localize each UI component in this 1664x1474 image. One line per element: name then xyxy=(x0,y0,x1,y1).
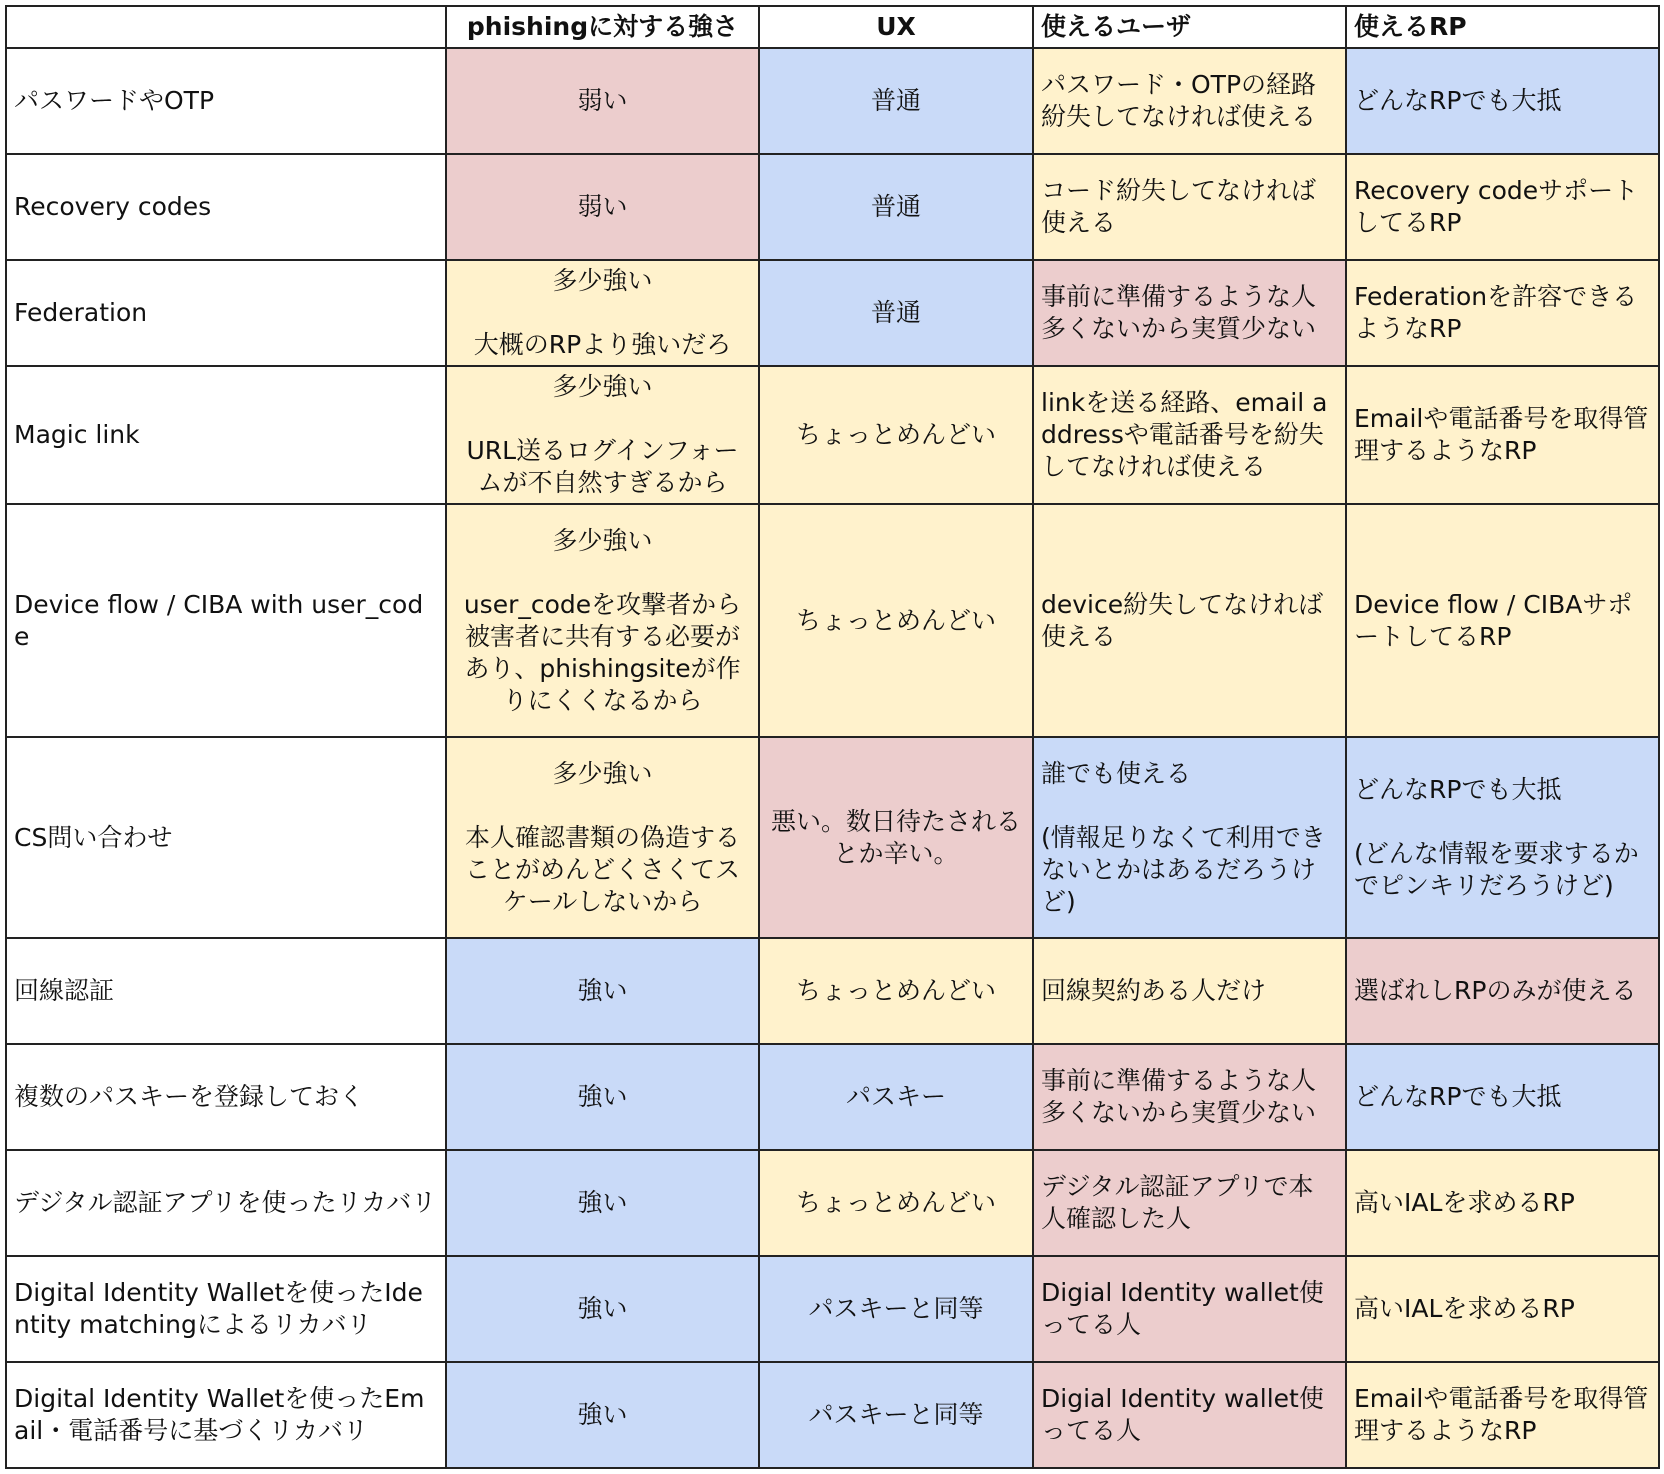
cell-method: Device flow / CIBA with user_code xyxy=(6,504,446,737)
cell-phishing-resistance: 多少強い 大概のRPより強いだろ xyxy=(446,260,759,366)
cell-method: Recovery codes xyxy=(6,154,446,260)
cell-usable-users: コード紛失してなければ使える xyxy=(1033,154,1346,260)
table-row xyxy=(6,1256,1659,1362)
table-row xyxy=(6,504,1659,737)
cell-phishing-resistance: 多少強い 本人確認書類の偽造することがめんどくさくてスケールしないから xyxy=(446,737,759,938)
header-row xyxy=(6,6,1659,48)
cell-ux: ちょっとめんどい xyxy=(759,504,1033,737)
table-row xyxy=(6,1362,1659,1468)
cell-phishing-resistance: 強い xyxy=(446,1044,759,1150)
cell-method: 回線認証 xyxy=(6,938,446,1044)
cell-phishing-resistance: 弱い xyxy=(446,154,759,260)
cell-usable-rp: Federationを許容できるようなRP xyxy=(1346,260,1659,366)
cell-usable-rp: 選ばれしRPのみが使える xyxy=(1346,938,1659,1044)
cell-ux: パスキーと同等 xyxy=(759,1362,1033,1468)
cell-usable-users: linkを送る経路、email addressや電話番号を紛失してなければ使える xyxy=(1033,366,1346,504)
cell-ux: 悪い。数日待たされるとか辛い。 xyxy=(759,737,1033,938)
comparison-table xyxy=(5,5,1660,1469)
cell-phishing-resistance: 強い xyxy=(446,1362,759,1468)
cell-method: Digital Identity Walletを使ったEmail・電話番号に基づくリカバリ xyxy=(6,1362,446,1468)
cell-ux: 普通 xyxy=(759,48,1033,154)
cell-usable-rp: Recovery codeサポートしてるRP xyxy=(1346,154,1659,260)
cell-usable-rp: どんなRPでも大抵 (どんな情報を要求するかでピンキリだろうけど) xyxy=(1346,737,1659,938)
cell-method: Federation xyxy=(6,260,446,366)
cell-ux: 普通 xyxy=(759,260,1033,366)
cell-method: Digital Identity Walletを使ったIdentity matchingによるリカバリ xyxy=(6,1256,446,1362)
cell-ux: パスキー xyxy=(759,1044,1033,1150)
cell-method: CS問い合わせ xyxy=(6,737,446,938)
cell-usable-rp: どんなRPでも大抵 xyxy=(1346,48,1659,154)
cell-phishing-resistance: 強い xyxy=(446,938,759,1044)
cell-usable-users: デジタル認証アプリで本人確認した人 xyxy=(1033,1150,1346,1256)
cell-usable-users: 事前に準備するような人多くないから実質少ない xyxy=(1033,260,1346,366)
table-row xyxy=(6,737,1659,938)
cell-phishing-resistance: 強い xyxy=(446,1150,759,1256)
cell-method: デジタル認証アプリを使ったリカバリ xyxy=(6,1150,446,1256)
cell-usable-rp: Emailや電話番号を取得管理するようなRP xyxy=(1346,1362,1659,1468)
cell-usable-users: 事前に準備するような人多くないから実質少ない xyxy=(1033,1044,1346,1150)
cell-usable-users: パスワード・OTPの経路紛失してなければ使える xyxy=(1033,48,1346,154)
cell-usable-rp: Device flow / CIBAサポートしてるRP xyxy=(1346,504,1659,737)
cell-usable-rp: 高いIALを求めるRP xyxy=(1346,1150,1659,1256)
header-ux: UX xyxy=(759,6,1033,48)
cell-usable-rp: Emailや電話番号を取得管理するようなRP xyxy=(1346,366,1659,504)
cell-usable-rp: どんなRPでも大抵 xyxy=(1346,1044,1659,1150)
table-row xyxy=(6,260,1659,366)
table-row xyxy=(6,48,1659,154)
cell-usable-rp: 高いIALを求めるRP xyxy=(1346,1256,1659,1362)
cell-phishing-resistance: 弱い xyxy=(446,48,759,154)
cell-phishing-resistance: 強い xyxy=(446,1256,759,1362)
cell-usable-users: 誰でも使える (情報足りなくて利用できないとかはあるだろうけど) xyxy=(1033,737,1346,938)
header-method xyxy=(6,6,446,48)
header-phishing-resistance: phishingに対する強さ xyxy=(446,6,759,48)
cell-ux: 普通 xyxy=(759,154,1033,260)
cell-ux: ちょっとめんどい xyxy=(759,1150,1033,1256)
cell-ux: ちょっとめんどい xyxy=(759,366,1033,504)
cell-ux: パスキーと同等 xyxy=(759,1256,1033,1362)
cell-ux: ちょっとめんどい xyxy=(759,938,1033,1044)
cell-method: パスワードやOTP xyxy=(6,48,446,154)
table-row xyxy=(6,366,1659,504)
cell-usable-users: device紛失してなければ使える xyxy=(1033,504,1346,737)
cell-usable-users: 回線契約ある人だけ xyxy=(1033,938,1346,1044)
header-usable-users: 使えるユーザ xyxy=(1033,6,1346,48)
table-row xyxy=(6,1150,1659,1256)
cell-usable-users: Digial Identity wallet使ってる人 xyxy=(1033,1362,1346,1468)
header-usable-rp: 使えるRP xyxy=(1346,6,1659,48)
cell-method: 複数のパスキーを登録しておく xyxy=(6,1044,446,1150)
table-row xyxy=(6,938,1659,1044)
cell-phishing-resistance: 多少強い URL送るログインフォームが不自然すぎるから xyxy=(446,366,759,504)
cell-usable-users: Digial Identity wallet使ってる人 xyxy=(1033,1256,1346,1362)
cell-phishing-resistance: 多少強い user_codeを攻撃者から被害者に共有する必要があり、phishingsiteが作りにくくなるから xyxy=(446,504,759,737)
cell-method: Magic link xyxy=(6,366,446,504)
table-row xyxy=(6,1044,1659,1150)
table-row xyxy=(6,154,1659,260)
